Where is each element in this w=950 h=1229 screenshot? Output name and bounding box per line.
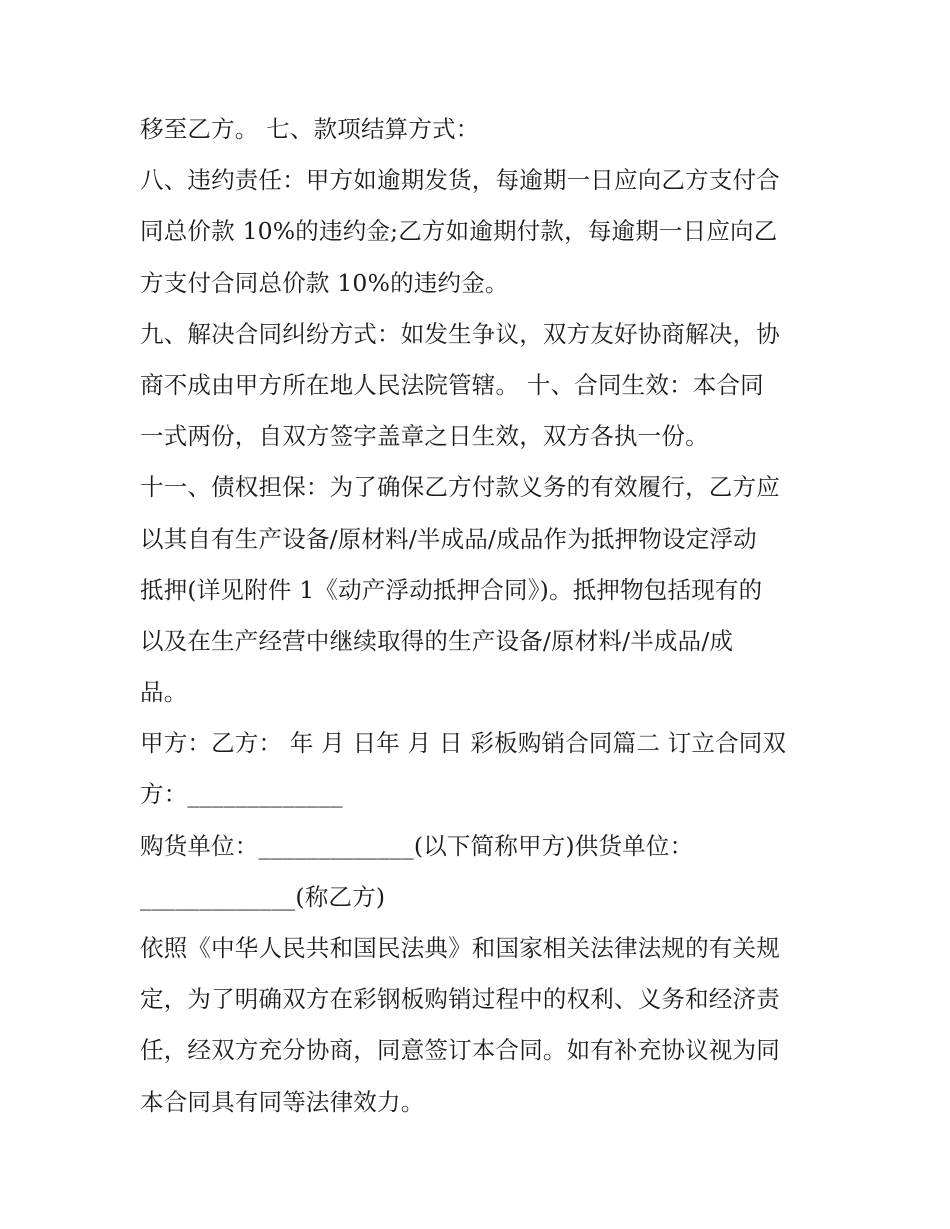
text-line: 一式两份，自双方签字盖章之日生效，双方各执一份。 xyxy=(140,422,709,451)
text-line: 品。 xyxy=(140,678,188,707)
text-line: 以其自有生产设备/原材料/半成品/成品作为抵押物设定浮动 xyxy=(140,524,757,553)
text-line: 方支付合同总价款 10%的违约金。 xyxy=(140,268,509,297)
text-line: _____________(称乙方) xyxy=(140,882,386,911)
text-line: 甲方：乙方： 年 月 日年 月 日 彩板购销合同篇二 订立合同双 xyxy=(140,729,787,758)
text-line: 购货单位：_____________(以下简称甲方)供货单位： xyxy=(140,831,694,860)
text-line: 抵押(详见附件 1《动产浮动抵押合同》)。抵押物包括现有的 xyxy=(140,575,763,604)
text-line: 九、解决合同纠纷方式：如发生争议，双方友好协商解决，协 xyxy=(140,319,780,348)
text-line: 同总价款 10%的违约金;乙方如逾期付款，每逾期一日应向乙 xyxy=(140,217,778,246)
text-line: 任，经双方充分协商，同意签订本合同。如有补充协议视为同 xyxy=(140,1036,780,1065)
document-body xyxy=(140,104,812,1128)
text-line: 以及在生产经营中继续取得的生产设备/原材料/半成品/成 xyxy=(140,626,734,655)
text-line: 商不成由甲方所在地人民法院管辖。 十、合同生效：本合同 xyxy=(140,370,764,399)
text-line: 定，为了明确双方在彩钢板购销过程中的权利、义务和经济责 xyxy=(140,985,780,1014)
text-line: 方：_____________ xyxy=(140,780,343,809)
text-line: 依照《中华人民共和国民法典》和国家相关法律法规的有关规 xyxy=(140,934,780,962)
text-line: 本合同具有同等法律效力。 xyxy=(140,1087,425,1116)
text-line: 移至乙方。 七、款项结算方式： xyxy=(140,115,480,143)
text-line: 十一、债权担保：为了确保乙方付款义务的有效履行，乙方应 xyxy=(140,473,780,502)
text-line: 八、违约责任：甲方如逾期发货，每逾期一日应向乙方支付合 xyxy=(140,166,780,195)
